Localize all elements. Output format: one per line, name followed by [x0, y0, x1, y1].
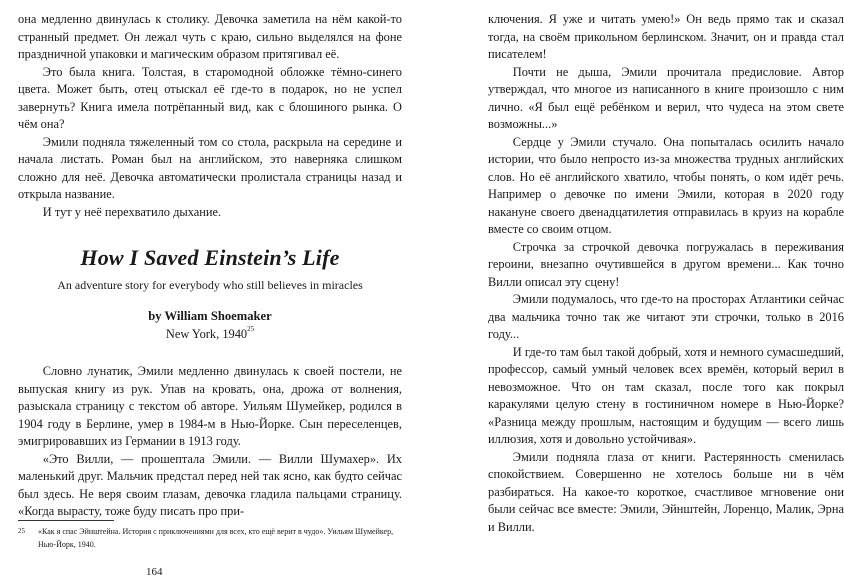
- paragraph: Сердце у Эмили стучало. Она попыталась осилить начало истории, что было непросто из-за множества трудных английских слов. Но её английского хватило, чтобы понять, о ком идёт речь. Например о девочке по имени Эмили, которая в 2020 году накануне своего двенадцатилетия отправилась в круиз на корабле вместе со своим отцом.: [488, 134, 844, 236]
- footnote-reference[interactable]: 25: [247, 325, 255, 333]
- right-text-column: [488, 11, 844, 536]
- paragraph: Строчка за строчкой девочка погружалась в переживания героини, внезапно очутившейся в другом времени... Как точно Вилли описал эту сцену!: [488, 239, 844, 289]
- page-number: 164: [146, 566, 163, 578]
- paragraph: ключения. Я уже и читать умею!» Он ведь прямо так и сказал тогда, на своём прикольном берлинском. Значит, он и правда стал писателем!: [488, 12, 844, 61]
- paragraph: она медленно двинулась к столику. Девочка заметила на нём какой-то странный предмет. Он лежал чуть с краю, сильно выделялся на фоне праздничной упаковки и магическим образом притягивал её.: [18, 12, 402, 61]
- paragraph: Эмили подумалось, что где-то на просторах Атлантики сейчас два мальчика точно так же читают эти строчки, только в 2016 году...: [488, 292, 844, 341]
- paragraph: Это была книга. Толстая, в старомодной обложке тёмно-синего цвета. Может быть, отец отыскал её где-то в подарок, но не успел завернуть? Книга имела потрёпанный вид, как с блошиного рынка. О чём она?: [18, 64, 402, 131]
- paragraph: Почти не дыша, Эмили прочитала предисловие. Автор утверждал, что многое из написанного в книге произошло с ним лично. «Я был ещё ребёнком и верил, что чудеса на этом свете возможны...»: [488, 64, 844, 131]
- inner-book-author: by William Shoemaker: [148, 309, 272, 323]
- footnote-divider: [18, 520, 114, 521]
- inner-book-place-text: New York, 1940: [165, 327, 248, 341]
- paragraph: «Это Вилли, — прошептала Эмили. — Вилли Шумахер». Их маленький друг. Мальчик предстал перед ней так ясно, как будто сейчас был здесь. Не веря своим глазам, девочка гладила пальцами страницу. «Когда вырасту, тоже буду писать про при-: [18, 451, 402, 518]
- paragraph: И где-то там был такой добрый, хотя и немного сумасшедший, профессор, самый умный человек всех времён, который верил в невозможное. Что он там сказал, после того как покрыл каракулями целую стену в гостиничном номере в Нью-Йорке? «Разница между прошлым, настоящим и будущим — всего лишь иллюзия, хотя и довольно устойчивая».: [488, 344, 844, 446]
- inner-book-subtitle: An adventure story for everybody who still believes in miracles: [57, 278, 363, 292]
- footnote-text: «Как я спас Эйнштейна. История с приключениями для всех, кто ещё верит в чудо». Уильям Шумейкер, Нью-Йорк, 1940.: [38, 527, 394, 549]
- paragraph: Эмили подняла тяжеленный том со стола, раскрыла на середине и начала листать. Роман был на английском, это наверняка слишком сложно для неё. Девочка автоматически пролистала страницы назад и открыла название.: [18, 134, 402, 201]
- paragraph: Эмили подняла глаза от книги. Растерянность сменилась спокойствием. Совершенно не хотелось больше ни в чём разбираться. На какое-то короткое, счастливое мгновение они были сейчас все вместе: Эмили, Эйнштейн, Лоренцо, Малик, Эрна и Вилли.: [488, 449, 844, 534]
- inner-book-title: How I Saved Einstein’s Life: [80, 245, 340, 270]
- paragraph: Словно лунатик, Эмили медленно двинулась к своей постели, не выпуская книгу из рук. Упав на кровать, она, дрожа от волнения, разыскала страницу с текстом об авторе. Уильям Шумейкер, родился в 1904 году в Берлине, умер в 1984-м в Нью-Йорке. Сын переселенцев, эмигрировавших из Германии в 1913 году.: [18, 364, 402, 448]
- footnote: [18, 525, 402, 551]
- left-text-column: [18, 11, 402, 521]
- paragraph: И тут у неё перехватило дыхание.: [42, 204, 222, 219]
- footnote-number: 25: [18, 527, 25, 535]
- inner-book-place: [18, 325, 402, 343]
